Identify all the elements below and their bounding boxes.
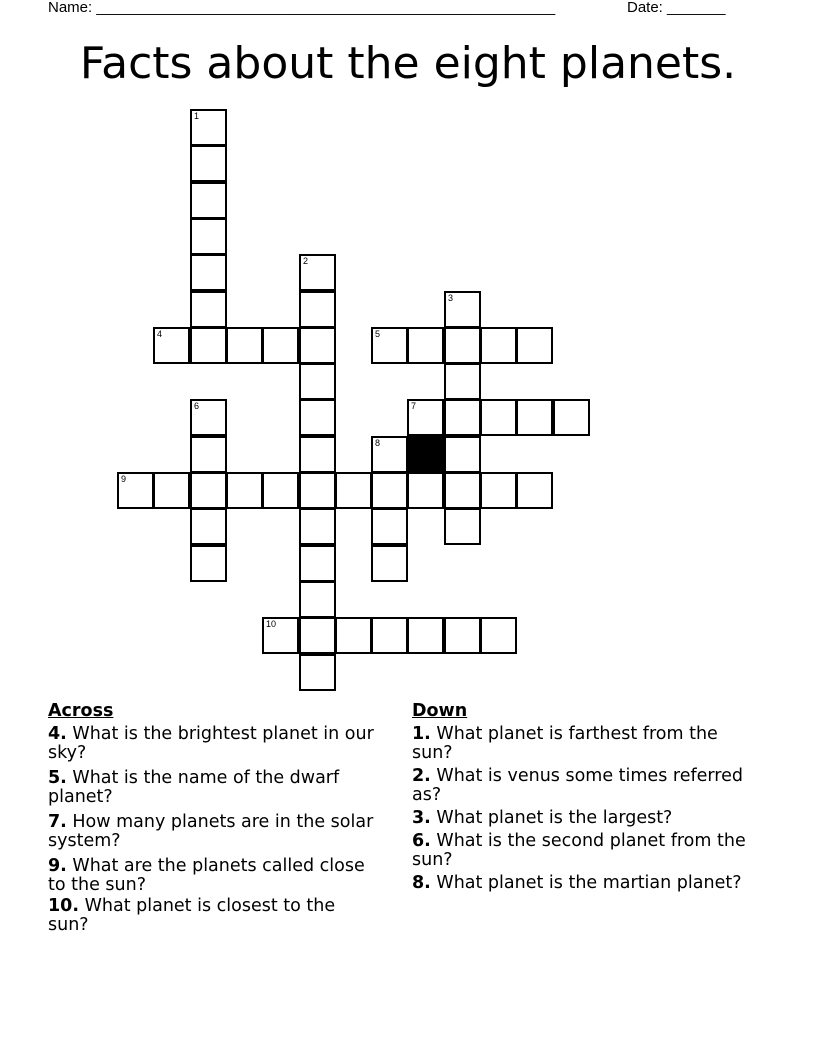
grid-cell[interactable] bbox=[190, 145, 227, 182]
grid-cell[interactable] bbox=[190, 291, 227, 328]
grid-cell[interactable] bbox=[190, 399, 227, 436]
clue-text: What planet is the martian planet? bbox=[430, 873, 742, 893]
down-heading: Down bbox=[412, 701, 468, 721]
clue-number: 7. bbox=[48, 812, 67, 832]
clue-down-1 bbox=[412, 725, 757, 763]
clue-text: What is the brightest planet in our sky? bbox=[48, 724, 374, 763]
clue-across-5 bbox=[48, 769, 378, 807]
grid-cell[interactable] bbox=[190, 508, 227, 545]
clue-number: 9. bbox=[48, 856, 67, 876]
date-field-label: Date: _______ bbox=[627, 0, 726, 16]
grid-cell[interactable] bbox=[407, 472, 444, 509]
grid-cell[interactable] bbox=[299, 254, 336, 291]
grid-cell[interactable] bbox=[117, 472, 154, 509]
clue-text: What is the name of the dwarf planet? bbox=[48, 768, 340, 807]
grid-cell[interactable] bbox=[480, 617, 517, 654]
clue-across-7 bbox=[48, 813, 378, 851]
grid-cell[interactable] bbox=[262, 617, 299, 654]
grid-cell[interactable] bbox=[153, 472, 190, 509]
grid-cell[interactable] bbox=[480, 472, 517, 509]
clue-down-6 bbox=[412, 832, 757, 870]
grid-cell[interactable] bbox=[299, 472, 336, 509]
grid-cell[interactable] bbox=[190, 182, 227, 219]
grid-cell[interactable] bbox=[190, 545, 227, 582]
clue-number: 4. bbox=[48, 724, 67, 744]
grid-cell[interactable] bbox=[444, 291, 481, 328]
clue-down-3 bbox=[412, 809, 757, 828]
clue-number-label: 3 bbox=[448, 293, 454, 303]
grid-cell[interactable] bbox=[190, 218, 227, 255]
clue-number: 5. bbox=[48, 768, 67, 788]
grid-cell[interactable] bbox=[516, 472, 553, 509]
grid-cell[interactable] bbox=[190, 109, 227, 146]
grid-cell[interactable] bbox=[553, 399, 590, 436]
clue-number-label: 4 bbox=[157, 329, 163, 339]
grid-cell[interactable] bbox=[262, 327, 299, 364]
across-clues bbox=[48, 702, 378, 941]
clue-text: How many planets are in the solar system? bbox=[48, 812, 374, 851]
grid-cell[interactable] bbox=[262, 472, 299, 509]
clue-number-label: 8 bbox=[375, 438, 381, 448]
grid-cell[interactable] bbox=[371, 436, 408, 473]
grid-cell[interactable] bbox=[407, 617, 444, 654]
grid-cell[interactable] bbox=[371, 508, 408, 545]
clue-across-10 bbox=[48, 897, 378, 935]
across-heading: Across bbox=[48, 701, 114, 721]
grid-cell[interactable] bbox=[444, 508, 481, 545]
blocked-cell bbox=[407, 436, 444, 473]
clue-number-label: 9 bbox=[121, 474, 127, 484]
grid-cell[interactable] bbox=[190, 254, 227, 291]
grid-cell[interactable] bbox=[226, 327, 263, 364]
grid-cell[interactable] bbox=[226, 472, 263, 509]
clue-text: What planet is the largest? bbox=[430, 808, 673, 828]
clue-number-label: 2 bbox=[303, 256, 309, 266]
grid-cell[interactable] bbox=[299, 545, 336, 582]
clue-text: What is venus some times referred as? bbox=[412, 766, 743, 805]
down-clues bbox=[412, 702, 757, 899]
grid-cell[interactable] bbox=[335, 472, 372, 509]
grid-cell[interactable] bbox=[299, 654, 336, 691]
grid-cell[interactable] bbox=[299, 291, 336, 328]
clue-across-4 bbox=[48, 725, 378, 763]
grid-cell[interactable] bbox=[444, 436, 481, 473]
grid-cell[interactable] bbox=[299, 399, 336, 436]
grid-cell[interactable] bbox=[444, 399, 481, 436]
clue-down-2 bbox=[412, 767, 757, 805]
name-field-label: Name: _______________________________________________________ bbox=[48, 0, 556, 16]
grid-cell[interactable] bbox=[371, 472, 408, 509]
clue-number-label: 10 bbox=[266, 619, 277, 629]
grid-cell[interactable] bbox=[190, 327, 227, 364]
clue-text: What is the second planet from the sun? bbox=[412, 831, 746, 870]
grid-cell[interactable] bbox=[299, 327, 336, 364]
clue-number-label: 6 bbox=[194, 401, 200, 411]
grid-cell[interactable] bbox=[444, 472, 481, 509]
grid-cell[interactable] bbox=[480, 327, 517, 364]
grid-cell[interactable] bbox=[407, 327, 444, 364]
page-title: Facts about the eight planets. bbox=[79, 38, 737, 89]
grid-cell[interactable] bbox=[480, 399, 517, 436]
grid-cell[interactable] bbox=[335, 617, 372, 654]
clue-number-label: 5 bbox=[375, 329, 381, 339]
grid-cell[interactable] bbox=[299, 581, 336, 618]
grid-cell[interactable] bbox=[407, 399, 444, 436]
grid-cell[interactable] bbox=[299, 363, 336, 400]
clue-down-8 bbox=[412, 874, 757, 893]
grid-cell[interactable] bbox=[190, 436, 227, 473]
clue-text: What planet is farthest from the sun? bbox=[412, 724, 718, 763]
clue-text: What are the planets called close to the sun? bbox=[48, 856, 365, 895]
grid-cell[interactable] bbox=[190, 472, 227, 509]
grid-cell[interactable] bbox=[299, 617, 336, 654]
clue-number-label: 7 bbox=[411, 401, 417, 411]
clue-number: 6. bbox=[412, 831, 431, 851]
clue-across-9 bbox=[48, 857, 378, 895]
clue-number: 1. bbox=[412, 724, 431, 744]
grid-cell[interactable] bbox=[444, 327, 481, 364]
clue-number: 8. bbox=[412, 873, 431, 893]
grid-cell[interactable] bbox=[444, 617, 481, 654]
clue-text: What planet is closest to the sun? bbox=[48, 896, 336, 935]
grid-cell[interactable] bbox=[371, 617, 408, 654]
grid-cell[interactable] bbox=[299, 436, 336, 473]
grid-cell[interactable] bbox=[153, 327, 190, 364]
grid-cell[interactable] bbox=[516, 399, 553, 436]
clue-number-label: 1 bbox=[194, 111, 200, 121]
clue-number: 2. bbox=[412, 766, 431, 786]
clue-number: 10. bbox=[48, 896, 80, 916]
clue-number: 3. bbox=[412, 808, 431, 828]
grid-cell[interactable] bbox=[371, 545, 408, 582]
grid-cell[interactable] bbox=[516, 327, 553, 364]
grid-cell[interactable] bbox=[371, 327, 408, 364]
grid-cell[interactable] bbox=[299, 508, 336, 545]
grid-cell[interactable] bbox=[444, 363, 481, 400]
